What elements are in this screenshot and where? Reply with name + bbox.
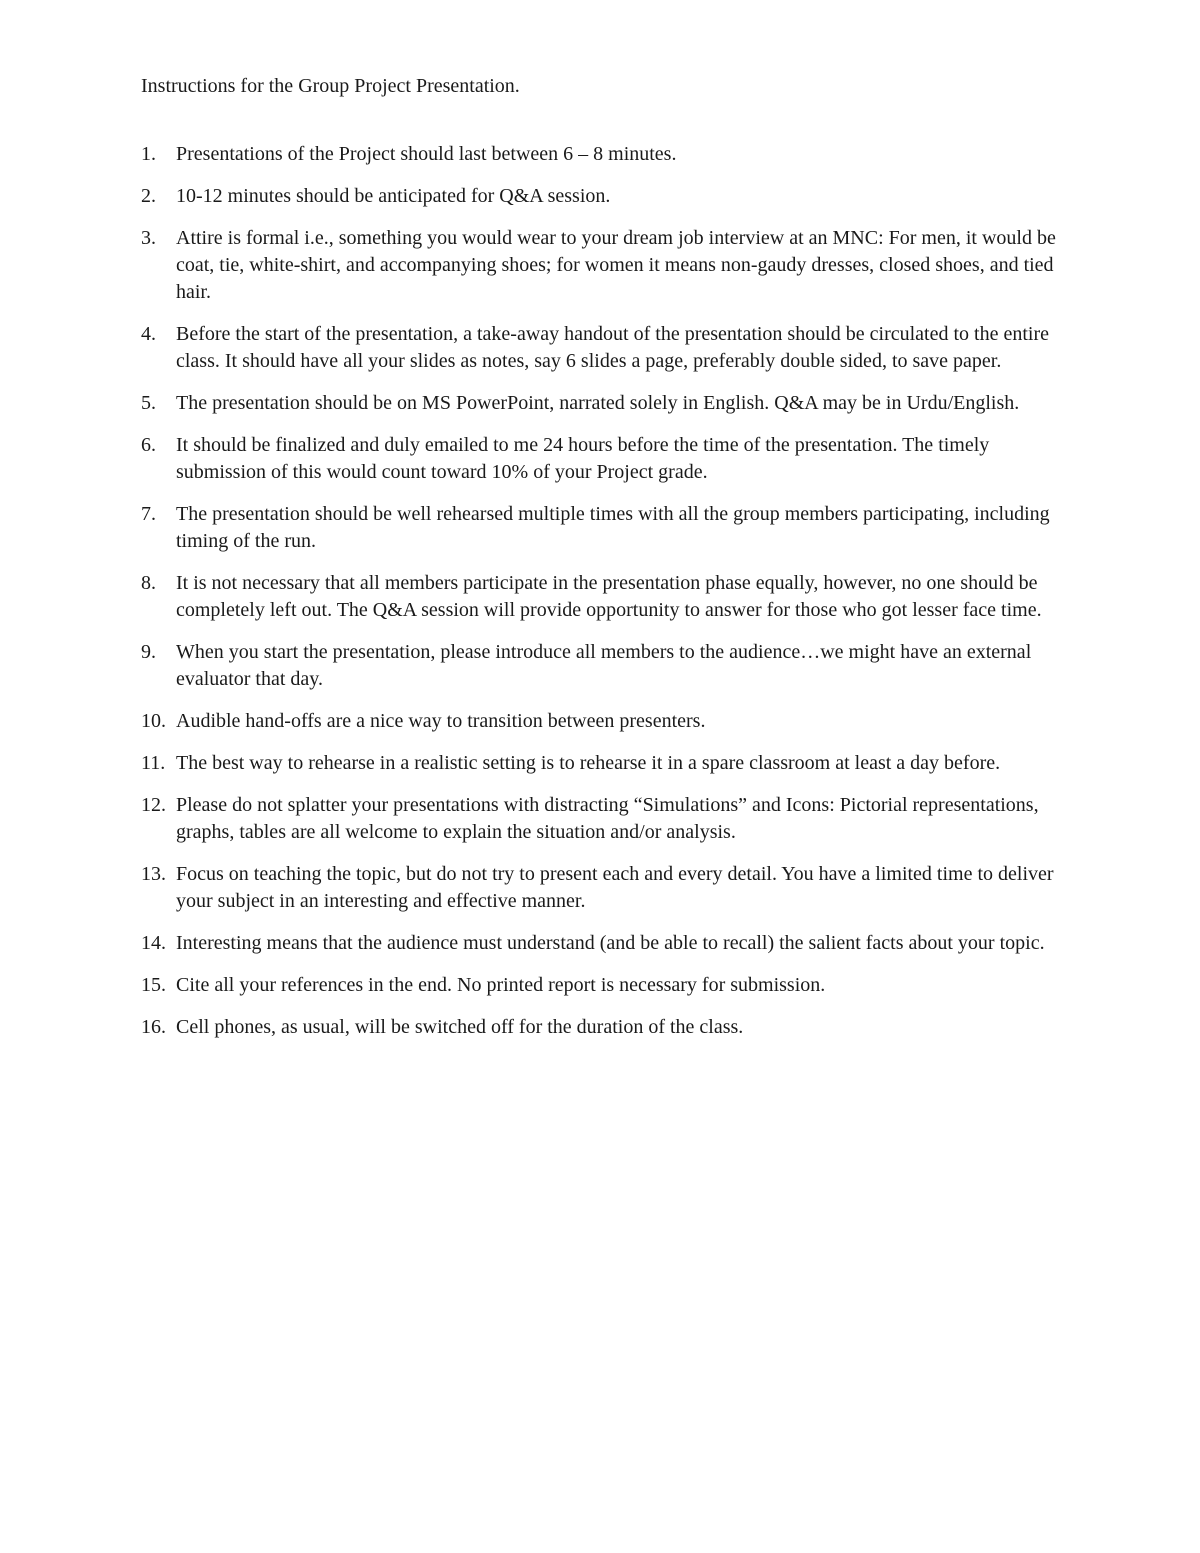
list-item — [0, 570, 1066, 624]
item-number: 11. — [141, 752, 166, 774]
item-number: 3. — [141, 227, 156, 249]
item-number: 15. — [141, 974, 166, 996]
item-number: 14. — [141, 932, 166, 954]
document-title: Instructions for the Group Project Presentation. — [141, 75, 520, 97]
item-text: Cell phones, as usual, will be switched off for the duration of the class. — [176, 1016, 744, 1038]
list-item — [0, 225, 1066, 306]
item-number: 5. — [141, 392, 156, 414]
item-number: 13. — [141, 863, 166, 885]
list-item — [0, 750, 1066, 777]
list-item — [0, 321, 1066, 375]
item-number: 1. — [141, 143, 156, 165]
item-text: The presentation should be well rehearsed multiple times with all the group members participating, including timing of the run. — [176, 503, 1050, 552]
item-number: 9. — [141, 641, 156, 663]
item-text: The presentation should be on MS PowerPoint, narrated solely in English. Q&A may be in Urdu/English. — [176, 392, 1020, 414]
item-text: Cite all your references in the end. No printed report is necessary for submission. — [176, 974, 826, 996]
item-text: Audible hand-offs are a nice way to transition between presenters. — [176, 710, 706, 732]
item-text: The best way to rehearse in a realistic setting is to rehearse it in a spare classroom at least a day before. — [176, 752, 1001, 774]
item-number: 2. — [141, 185, 156, 207]
item-text: Attire is formal i.e., something you would wear to your dream job interview at an MNC: For men, it would be coat, tie, white-shirt, and accompanying shoes; for women it means non-gaudy dresses, closed shoes, and tied hair. — [176, 227, 1056, 303]
item-text: Presentations of the Project should last between 6 – 8 minutes. — [176, 143, 677, 165]
item-text: Please do not splatter your presentations with distracting “Simulations” and Icons: Pictorial representations, graphs, tables are all welcome to explain the situation and/or analysis. — [176, 794, 1039, 843]
item-number: 8. — [141, 572, 156, 594]
item-text: It should be finalized and duly emailed to me 24 hours before the time of the presentation. The timely submission of this would count toward 10% of your Project grade. — [176, 434, 990, 483]
item-number: 7. — [141, 503, 156, 525]
item-text: Before the start of the presentation, a take-away handout of the presentation should be circulated to the entire class. It should have all your slides as notes, say 6 slides a page, preferably double sided, to save paper. — [176, 323, 1050, 372]
item-text: When you start the presentation, please introduce all members to the audience…we might have an external evaluator that day. — [176, 641, 1032, 690]
list-item — [0, 141, 1066, 168]
list-item — [0, 972, 1066, 999]
list-item — [0, 390, 1066, 417]
item-number: 4. — [141, 323, 156, 345]
item-text: It is not necessary that all members participate in the presentation phase equally, however, no one should be completely left out. The Q&A session will provide opportunity to answer for those who got lesser face time. — [176, 572, 1042, 621]
list-item — [0, 930, 1066, 957]
item-text: 10-12 minutes should be anticipated for Q&A session. — [176, 185, 611, 207]
item-number: 6. — [141, 434, 156, 456]
list-item — [0, 183, 1066, 210]
item-number: 12. — [141, 794, 166, 816]
list-item — [0, 861, 1066, 915]
item-text: Focus on teaching the topic, but do not try to present each and every detail. You have a limited time to deliver your subject in an interesting and effective manner. — [176, 863, 1054, 912]
item-number: 10. — [141, 710, 166, 732]
item-text: Interesting means that the audience must understand (and be able to recall) the salient facts about your topic. — [176, 932, 1045, 954]
list-item — [0, 639, 1066, 693]
list-item — [0, 501, 1066, 555]
item-number: 16. — [141, 1016, 166, 1038]
instruction-list — [0, 141, 1200, 1056]
list-item — [0, 708, 1066, 735]
list-item — [0, 1014, 1066, 1041]
list-item — [0, 792, 1066, 846]
list-item — [0, 432, 1066, 486]
